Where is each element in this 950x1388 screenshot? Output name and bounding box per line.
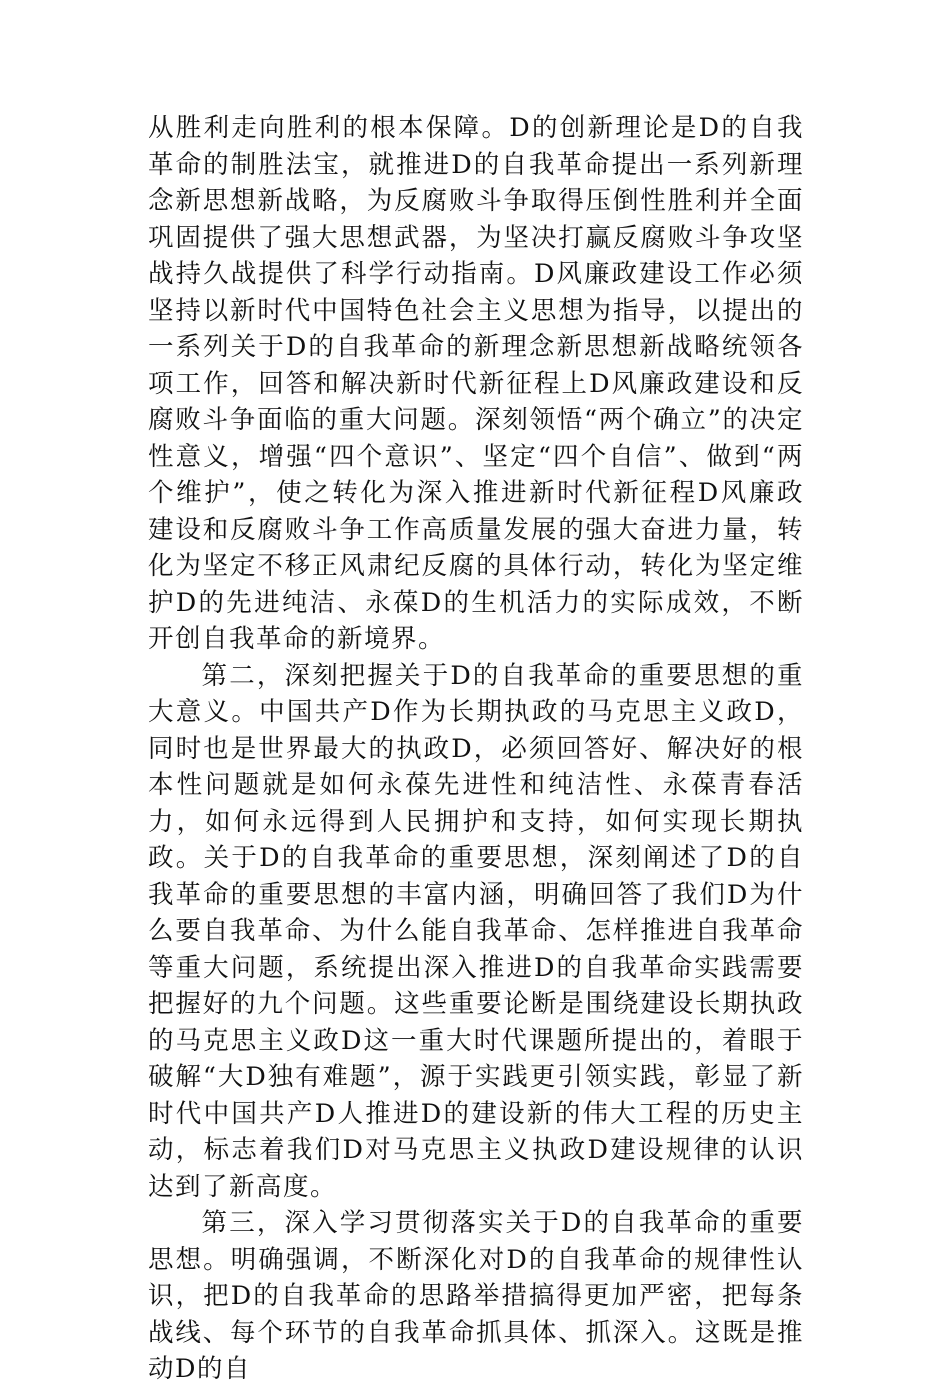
paragraph-third-point: 第三，深入学习贯彻落实关于D的自我革命的重要思想。明确强调，不断深化对D的自我革命的规律性认识，把D的自我革命的思路举措搞得更加严密，把每条战线、每个环节的自我革命抓具体、抓深入。这既是推动D的自 xyxy=(148,1208,804,1384)
paragraph-second-point: 第二，深刻把握关于D的自我革命的重要思想的重大意义。中国共产D作为长期执政的马克思主义政D，同时也是世界最大的执政D，必须回答好、解决好的根本性问题就是如何永葆先进性和纯洁性、永葆青春活力，如何永远得到人民拥护和支持，如何实现长期执政。关于D的自我革命的重要思想，深刻阐述了D的自我革命的重要思想的丰富内涵，明确回答了我们D为什么要自我革命、为什么能自我革命、怎样推进自我革命等重大问题，系统提出深入推进D的自我革命实践需要把握好的九个问题。这些重要论断是围绕建设长期执政的马克思主义政D这一重大时代课题所提出的，着眼于破解“大D独有难题”，源于实践更引领实践，彰显了新时代中国共产D人推进D的建设新的伟大工程的历史主动，标志着我们D对马克思主义执政D建设规律的认识达到了新高度。 xyxy=(148,660,804,1202)
document-body xyxy=(148,110,804,1388)
paragraph-continuation: 从胜利走向胜利的根本保障。D的创新理论是D的自我革命的制胜法宝，就推进D的自我革命提出一系列新理念新思想新战略，为反腐败斗争取得压倒性胜利并全面巩固提供了强大思想武器，为坚决打赢反腐败斗争攻坚战持久战提供了科学行动指南。D风廉政建设工作必须坚持以新时代中国特色社会主义思想为指导，以提出的一系列关于D的自我革命的新理念新思想新战略统领各项工作，回答和解决新时代新征程上D风廉政建设和反腐败斗争面临的重大问题。深刻领悟“两个确立”的决定性意义，增强“四个意识”、坚定“四个自信”、做到“两个维护”，使之转化为深入推进新时代新征程D风廉政建设和反腐败斗争工作高质量发展的强大奋进力量，转化为坚定不移正风肃纪反腐的具体行动，转化为坚定维护D的先进纯洁、永葆D的生机活力的实际成效，不断开创自我革命的新境界。 xyxy=(148,113,804,654)
